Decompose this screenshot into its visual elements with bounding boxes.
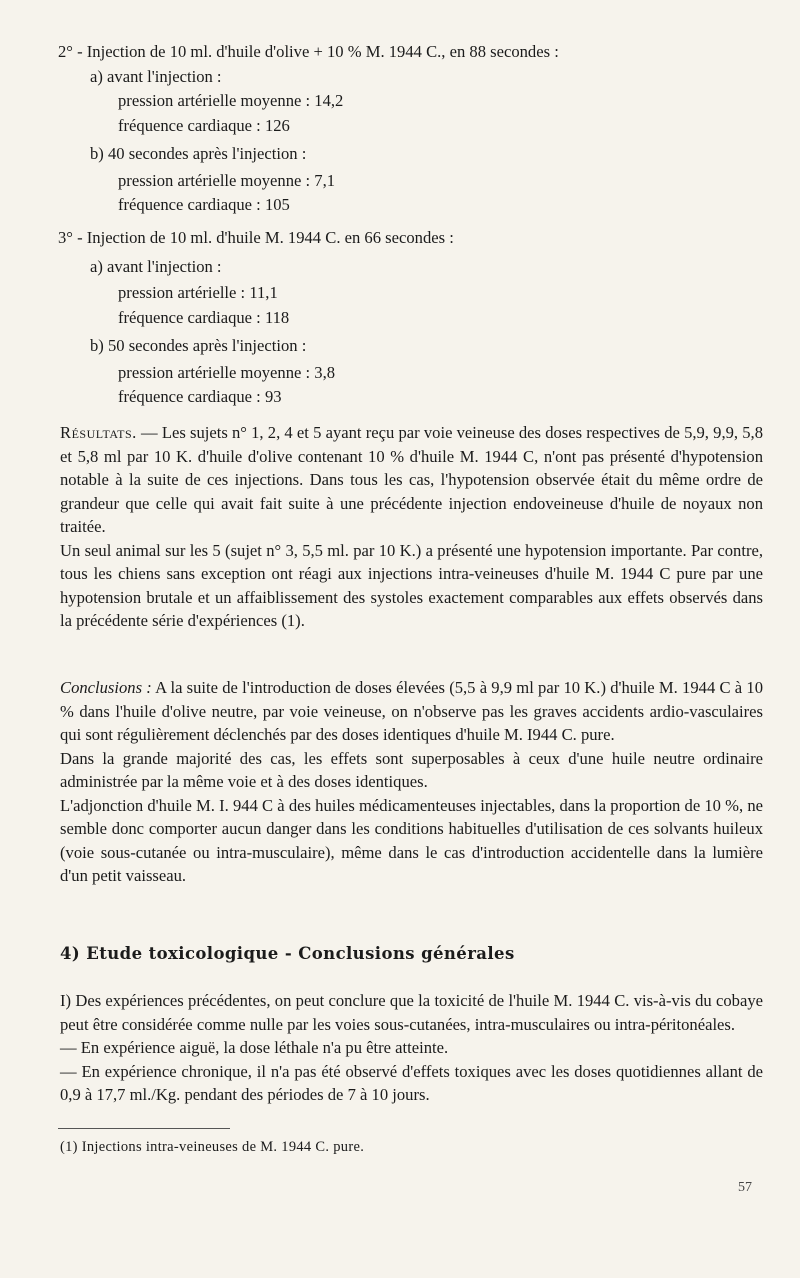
general-conclusions <box>60 989 763 1107</box>
section-heading: 4) Etude toxicologique - Conclusions générales <box>60 944 515 963</box>
experiment-3 <box>58 226 763 410</box>
measurement-line: pression artérielle moyenne : 3,8 <box>118 362 336 382</box>
experiment-title: 3° - Injection de 10 ml. d'huile M. 1944 C. en 66 secondes : <box>58 228 454 247</box>
after-injection-label: b) 50 secondes après l'injection : <box>90 336 307 355</box>
conclusions-section <box>60 676 763 888</box>
general-paragraph-3: — En expérience chronique, il n'a pas été observé d'effets toxiques avec les doses quotidiennes allant de 0,9 à 17,7 ml./Kg. pendant des périodes de 7 à 10 jours. <box>60 1061 763 1104</box>
results-paragraph-2: Un seul animal sur les 5 (sujet n° 3, 5,5 ml. par 10 K.) a présenté une hypotension importante. Par contre, tous les chiens sans exception ont réagi aux injections intra-veineuses d'huile M. 1944 C pure par une hypotension brutale et un affaiblissement des systoles exactement comparables aux effets observés dans la précédente série d'expériences (1). <box>60 540 763 630</box>
conclusions-paragraph-1: Conclusions : A la suite de l'introduction de doses élevées (5,5 à 9,9 ml par 10 K.) d'huile M. 1944 C à 10 % dans l'huile d'olive neutre, par voie veineuse, on n'observe pas les graves accidents ardio-vasculaires qui sont régulièrement déclenchés par des doses identiques d'huile M. I944 C. pure. <box>60 678 763 744</box>
results-section <box>60 421 763 633</box>
footnote-divider <box>58 1128 230 1129</box>
results-label: Résultats. <box>60 423 137 442</box>
page-number: 57 <box>738 1180 752 1195</box>
measurement-line: pression artérielle moyenne : 14,2 <box>118 91 344 110</box>
experiment-2 <box>58 40 763 218</box>
measurement-line: fréquence cardiaque : 126 <box>118 115 290 135</box>
before-injection-label: a) avant l'injection : <box>90 256 222 276</box>
measurement-line: fréquence cardiaque : 93 <box>118 387 282 406</box>
experiment-title: 2° - Injection de 10 ml. d'huile d'olive + 10 % M. 1944 C., en 88 secondes : <box>58 42 559 61</box>
conclusions-paragraph-3: L'adjonction d'huile M. I. 944 C à des huiles médicamenteuses injectables, dans la proportion de 10 %, ne semble donc comporter aucun danger dans les conditions habituelles d'utilisation de ces solvants huileux (voie sous-cutanée ou intra-musculaire), même dans le cas d'introduction accidentelle dans la lumière d'un petit vaisseau. <box>60 795 763 885</box>
results-paragraph-1: Résultats. — Les sujets n° 1, 2, 4 et 5 ayant reçu par voie veineuse des doses respectives de 5,9, 9,9, 5,8 et 5,8 ml par 10 K. d'huile d'olive contenant 10 % d'huile M. 1944 C, n'ont pas présenté d'hypotension notable à la suite de ces injections. Dans tous les cas, l'hypotension observée était du même ordre de grandeur que celle qui avait fait suite à une précédente injection endoveineuse d'huile de noyaux non traitée. <box>60 423 763 536</box>
measurement-line: pression artérielle : 11,1 <box>118 283 278 302</box>
measurement-line: pression artérielle moyenne : 7,1 <box>118 170 336 190</box>
general-paragraph-1: I) Des expériences précédentes, on peut conclure que la toxicité de l'huile M. 1944 C. vis-à-vis du cobaye peut être considérée comme nulle par les voies sous-cutanées, intra-musculaires ou intra-péritonéales. <box>60 991 763 1034</box>
general-paragraph-2: — En expérience aiguë, la dose léthale n'a pu être atteinte. <box>60 1038 449 1057</box>
measurement-line: fréquence cardiaque : 118 <box>118 307 290 327</box>
footnote: (1) Injections intra-veineuses de M. 1944 C. pure. <box>60 1139 365 1155</box>
conclusions-paragraph-2: Dans la grande majorité des cas, les effets sont superposables à ceux d'une huile neutre ordinaire administrée par la même voie et à des doses identiques. <box>60 748 763 791</box>
measurement-line: fréquence cardiaque : 105 <box>118 195 290 214</box>
after-injection-label: b) 40 secondes après l'injection : <box>90 144 307 163</box>
conclusions-label: Conclusions : <box>60 678 152 697</box>
before-injection-label: a) avant l'injection : <box>90 66 222 86</box>
